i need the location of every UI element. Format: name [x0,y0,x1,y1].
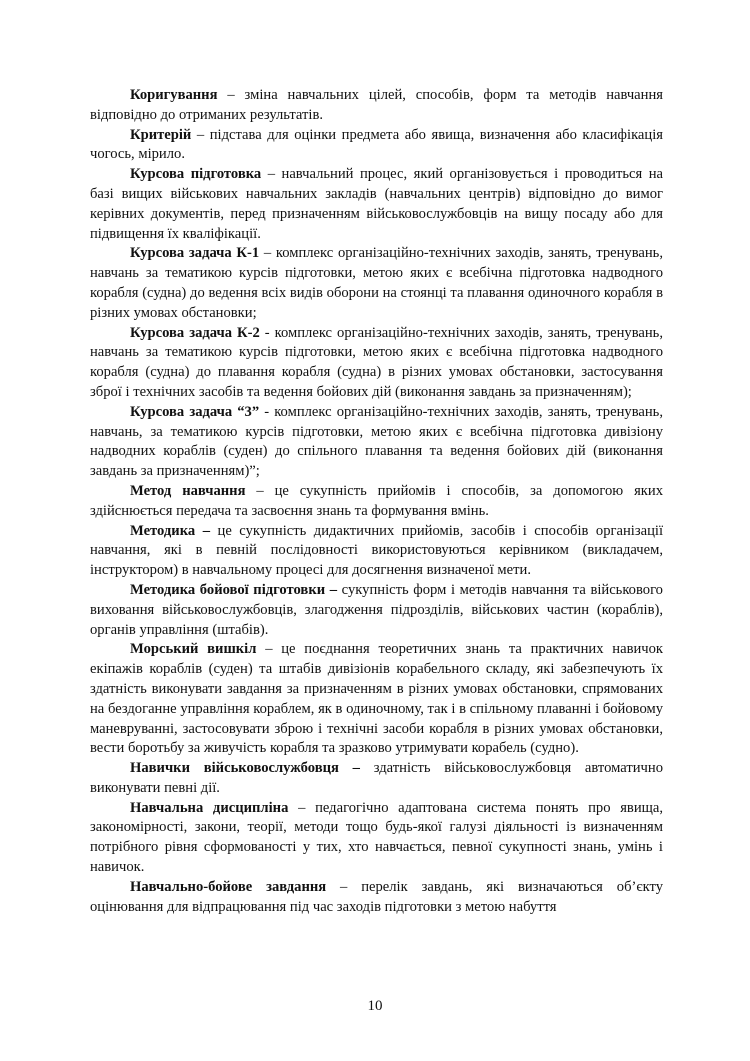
entry-definition: здатність військовослужбовця автоматично виконувати певні дії. [90,760,663,796]
entry-term: Навчальна дисципліна [130,799,289,816]
glossary-entry-course-training [90,165,663,244]
entry-definition: – педагогічно адаптована система понять про явища, закономірності, закони, теорії, методи тощо будь-якої галузі діяльності із визначенням потрібного рівня сформованості у тих, хто навчається, певної сукупності знань, умінь і навичок. [90,799,663,876]
glossary-entry-methodology [90,522,663,581]
document-body [90,86,663,917]
glossary-entry-course-task-3 [90,403,663,482]
entry-definition: це сукупність дидактичних прийомів, засобів і способів організації навчання, які в певній послідовності використовуються керівником (викладачем, інструктором) в навчальному процесі для досягнення визначеної мети. [90,522,663,579]
entry-term: Курсова задача “3” [130,403,260,420]
entry-definition: – це сукупність прийомів і способів, за допомогою яких здійснюється передача та засвоєння знань та формування вмінь. [90,482,663,519]
entry-term: Критерій [130,126,192,143]
entry-definition: – зміна навчальних цілей, способів, форм та методів навчання відповідно до отриманих результатів. [90,87,663,123]
entry-definition: – це поєднання теоретичних знань та практичних навичок екіпажів кораблів (суден) та штабів дивізіонів корабельного складу, які забезпечують їх здатність виконувати завдання за призначенням в різних умовах обстановки, спрямованих на бездоганне управління кораблем, як в одиночному, так і в спільному плаванні і бойовому маневруванні, застосовувати зброю і технічні засоби корабля в різних умовах обстановки, вести боротьбу за живучість корабля та зразково утримувати корабель (судно). [90,641,664,757]
entry-term: Курсова задача К-2 [130,324,260,341]
entry-definition: – перелік завдань, які визначаються об’єкту оцінювання для відпрацювання під час заходів підготовки з метою набуття [90,878,663,915]
glossary-entry-teaching-method [90,482,663,522]
glossary-entry-adjustment [90,86,663,126]
entry-term: Методика бойової підготовки – [130,581,338,598]
glossary-entry-academic-discipline [90,799,663,878]
entry-definition: – комплекс організаційно-технічних заходів, занять, тренувань, навчань за тематикою курсів підготовки, метою яких є всебічна підготовка надводного корабля (судна) до ведення всіх видів оборони на стоянці та плавання одиночного корабля в різних умовах обстановки; [90,245,663,321]
glossary-entry-combat-training-methodology [90,581,663,640]
entry-definition: – навчальний процес, який організовується і проводиться на базі вищих військових навчальних закладів (навчальних центрів) відповідно до вимог керівних документів, перед призначенням військовослужбовців на вищу посаду або для підвищення їх кваліфікації. [90,166,664,242]
entry-term: Методика – [130,522,210,539]
entry-definition: сукупність форм і методів навчання та військового виховання військовослужбовців, злагодження підрозділів, військових частин (кораблів), органів управління (штабів). [90,581,663,638]
glossary-entry-course-task-k2 [90,324,663,403]
glossary-entry-serviceman-skills [90,759,663,799]
glossary-entry-training-combat-task [90,878,663,918]
entry-term: Курсова задача К-1 [130,245,260,262]
entry-term: Коригування [130,87,218,103]
entry-term: Навчально-бойове завдання [130,878,327,895]
glossary-entry-criterion [90,126,663,166]
entry-term: Метод навчання [130,482,246,499]
entry-definition: - комплекс організаційно-технічних заходів, занять, тренувань, навчань, за тематикою курсів підготовки, метою яких є всебічна підготовка дивізіону надводних кораблів (суден) до спільного плавання та ведення бойових дій (виконання завдань за призначенням)”; [90,403,663,480]
glossary-entry-naval-drill [90,640,663,759]
glossary-entry-course-task-k1 [90,244,663,323]
entry-term: Курсова підготовка [130,166,262,183]
entry-definition: – підстава для оцінки предмета або явища, визначення або класифікація чогось, мірило. [90,126,663,163]
entry-definition: - комплекс організаційно-технічних заходів, занять, тренувань, навчань за тематикою курсів підготовки, метою яких є всебічна підготовка надводного корабля (судна) до плавання корабля (судна) в різних умовах обстановки, застосування зброї і технічних засобів та ведення бойових дій (виконання завдань за призначенням); [90,324,663,400]
page-number: 10 [367,998,383,1014]
entry-term: Навички військовослужбовця – [130,760,360,777]
entry-term: Морський вишкіл [130,641,257,658]
